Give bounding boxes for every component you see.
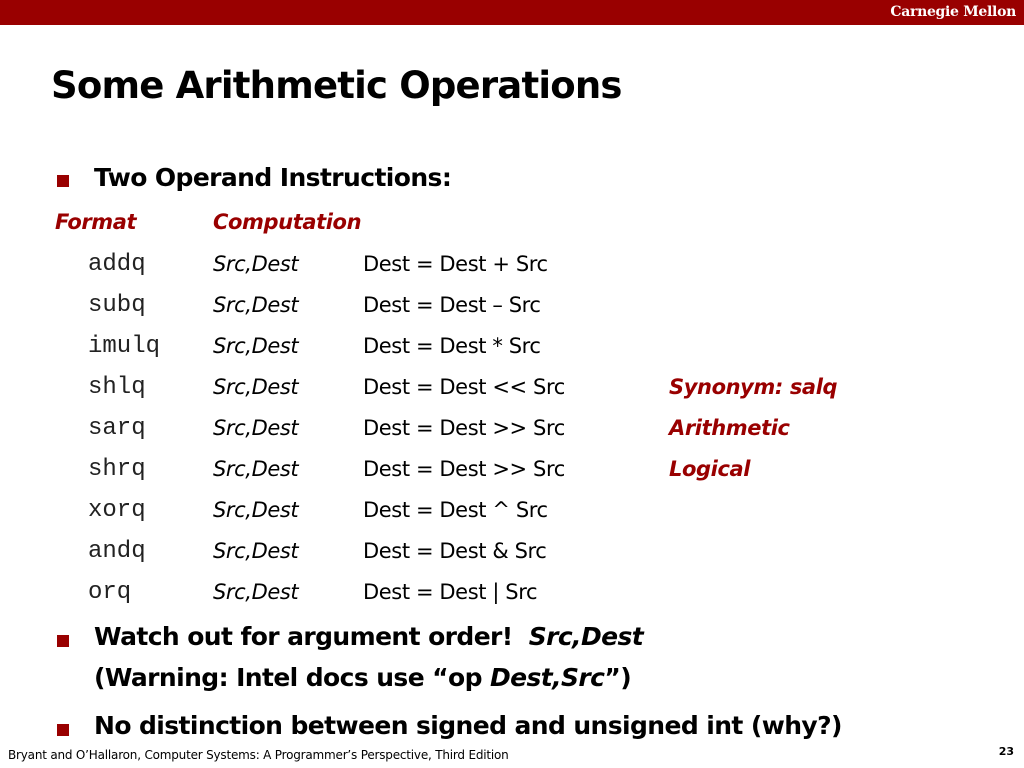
column-header-format: Format <box>55 210 137 234</box>
instruction-computation: Dest = Dest ^ Src <box>363 498 548 522</box>
instruction-mnemonic: xorq <box>88 497 146 524</box>
header-bar <box>0 0 1024 25</box>
table-row <box>0 497 1024 531</box>
page-number: 23 <box>998 745 1014 758</box>
bullet-argument-order <box>94 622 643 651</box>
instruction-mnemonic: shrq <box>88 456 146 483</box>
instruction-computation: Dest = Dest << Src <box>363 375 565 399</box>
instruction-mnemonic: subq <box>88 292 146 319</box>
bullet-warning-line <box>94 663 631 692</box>
footer-citation: Bryant and O’Hallaron, Computer Systems: A Programmer’s Perspective, Third Edition <box>8 748 509 762</box>
table-row <box>0 333 1024 367</box>
instruction-computation: Dest = Dest * Src <box>363 334 541 358</box>
instruction-computation: Dest = Dest | Src <box>363 580 538 604</box>
instruction-mnemonic: addq <box>88 251 146 278</box>
instruction-computation: Dest = Dest >> Src <box>363 416 565 440</box>
table-row <box>0 456 1024 490</box>
bullet-text: ”) <box>604 663 632 692</box>
instruction-args: Src,Dest <box>213 375 299 399</box>
instruction-args: Src,Dest <box>213 580 299 604</box>
brand-label: Carnegie Mellon <box>890 4 1016 20</box>
table-row <box>0 292 1024 326</box>
instruction-computation: Dest = Dest – Src <box>363 293 541 317</box>
bullet-emphasis: Src,Dest <box>528 622 644 651</box>
instruction-args: Src,Dest <box>213 252 299 276</box>
instruction-note: Logical <box>669 457 751 481</box>
instruction-computation: Dest = Dest & Src <box>363 539 547 563</box>
column-header-computation: Computation <box>213 210 362 234</box>
instruction-note: Arithmetic <box>669 416 790 440</box>
instruction-args: Src,Dest <box>213 334 299 358</box>
bullet-text: (Warning: Intel docs use “op <box>94 663 490 692</box>
instruction-computation: Dest = Dest >> Src <box>363 457 565 481</box>
bullet-marker <box>57 175 69 187</box>
bullet-signed-unsigned: No distinction between signed and unsigned int (why?) <box>94 711 842 740</box>
bullet-text: Watch out for argument order! <box>94 622 513 651</box>
instruction-mnemonic: shlq <box>88 374 146 401</box>
instruction-mnemonic: imulq <box>88 333 161 360</box>
instruction-args: Src,Dest <box>213 498 299 522</box>
instruction-args: Src,Dest <box>213 457 299 481</box>
instruction-args: Src,Dest <box>213 416 299 440</box>
bullet-marker <box>57 635 69 647</box>
instruction-mnemonic: orq <box>88 579 132 606</box>
bullet-marker <box>57 724 69 736</box>
bullet-two-operand: Two Operand Instructions: <box>94 163 452 192</box>
instruction-mnemonic: sarq <box>88 415 146 442</box>
instruction-mnemonic: andq <box>88 538 146 565</box>
table-row <box>0 538 1024 572</box>
instruction-computation: Dest = Dest + Src <box>363 252 548 276</box>
bullet-emphasis: Dest,Src <box>489 663 605 692</box>
instruction-args: Src,Dest <box>213 293 299 317</box>
instruction-note: Synonym: salq <box>669 375 838 399</box>
table-row <box>0 374 1024 408</box>
instruction-args: Src,Dest <box>213 539 299 563</box>
table-row <box>0 251 1024 285</box>
table-row <box>0 579 1024 613</box>
table-row <box>0 415 1024 449</box>
slide-title: Some Arithmetic Operations <box>51 64 622 107</box>
